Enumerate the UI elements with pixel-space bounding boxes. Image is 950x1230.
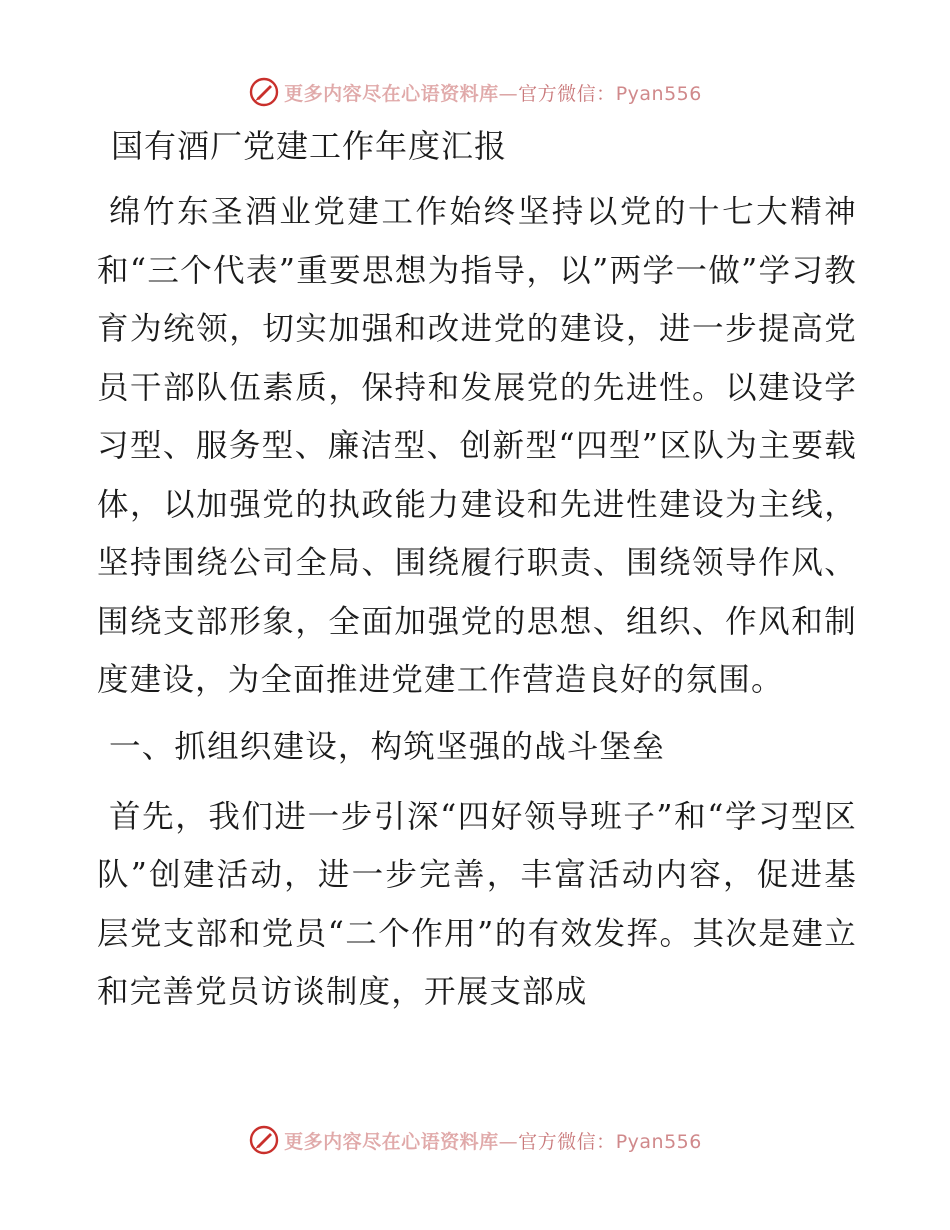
- watermark-text: [284, 1127, 702, 1154]
- document-title: 国有酒厂党建工作年度汇报: [111, 127, 508, 165]
- watermark-banner-bottom: [0, 1120, 950, 1160]
- quill-seal-icon: [248, 76, 280, 108]
- section-paragraph: 首先，我们进一步引深“四好领导班子”和“学习型区队”创建活动，进一步完善，丰富活动内容，促进基层党支部和党员“二个作用”的有效发挥。其次是建立和完善党员访谈制度，开展支部成: [97, 798, 857, 1010]
- watermark-wechat-id: Pyan556: [615, 1130, 702, 1153]
- document-body: [97, 121, 857, 1034]
- section-heading: 一、抓组织建设，构筑坚强的战斗堡垒: [109, 728, 665, 765]
- intro-paragraph: 绵竹东圣酒业党建工作始终坚持以党的十七大精神和“三个代表”重要思想为指导，以”两学一做”学习教育为统领，切实加强和改进党的建设，进一步提高党员干部队伍素质，保持和发展党的先进性。以建设学习型、服务型、廉洁型、创新型“四型”区队为主要载体，以加强党的执政能力建设和先进性建设为主线，坚持围绕公司全局、围绕履行职责、围绕领导作风、围绕支部形象，全面加强党的思想、组织、作风和制度建设，为全面推进党建工作营造良好的氛围。: [97, 194, 857, 698]
- watermark-dash: —: [498, 1130, 519, 1153]
- watermark-library-text: 更多内容尽在心语资料库: [284, 82, 499, 105]
- watermark-dash: —: [498, 82, 519, 105]
- watermark-library-text: 更多内容尽在心语资料库: [284, 1130, 499, 1153]
- quill-seal-icon: [248, 1124, 280, 1156]
- watermark-wechat-label: 官方微信：: [518, 82, 616, 105]
- watermark-text: [284, 79, 702, 106]
- watermark-wechat-label: 官方微信：: [518, 1130, 616, 1153]
- watermark-wechat-id: Pyan556: [615, 82, 702, 105]
- watermark-banner-top: [0, 72, 950, 112]
